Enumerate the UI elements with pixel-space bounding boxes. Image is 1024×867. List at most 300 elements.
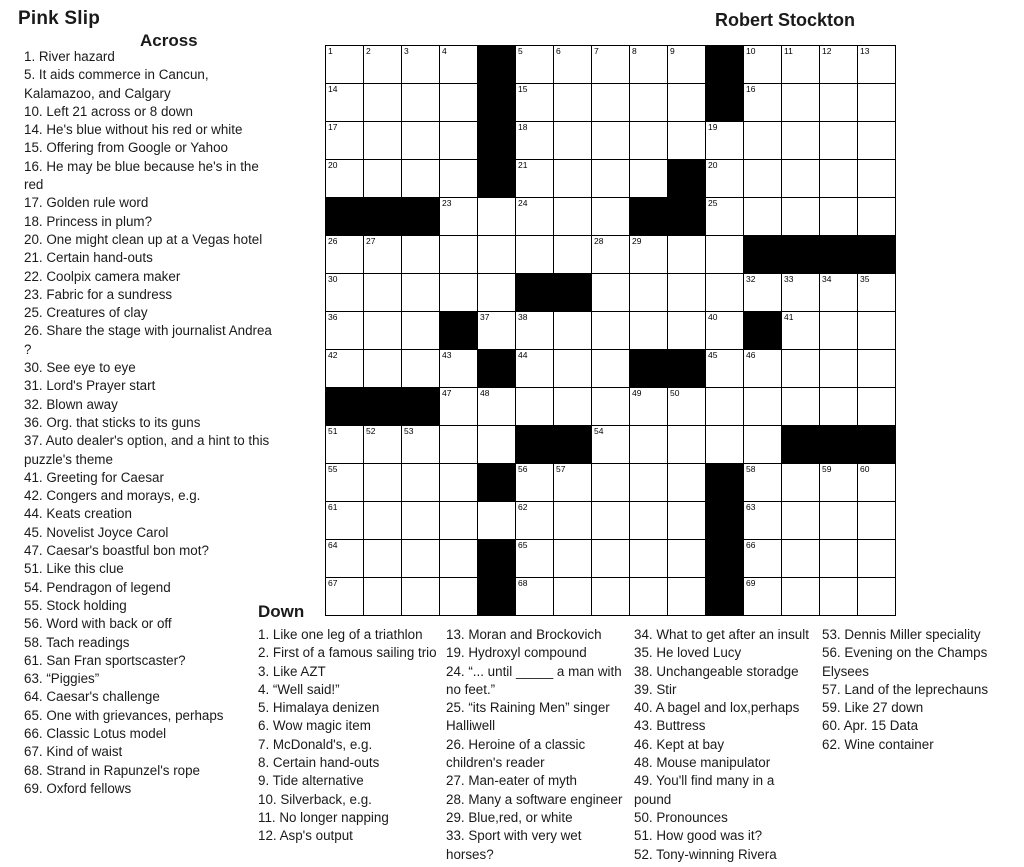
across-clue: 64. Caesar's challenge [24,689,160,705]
grid-cell[interactable] [858,540,896,578]
grid-cell[interactable] [744,84,782,122]
grid-cell[interactable] [516,388,554,426]
grid-cell[interactable] [402,46,440,84]
grid-cell-number: 18 [518,122,528,132]
grid-cell[interactable] [364,578,402,616]
grid-cell[interactable] [402,84,440,122]
grid-cell[interactable] [744,350,782,388]
grid-cell[interactable] [516,350,554,388]
grid-cell[interactable] [782,84,820,122]
grid-cell[interactable] [364,502,402,540]
grid-cell[interactable] [364,84,402,122]
grid-cell[interactable] [402,578,440,616]
grid-cell-number: 19 [708,122,718,132]
grid-cell[interactable] [782,198,820,236]
grid-cell[interactable] [516,540,554,578]
grid-cell[interactable] [744,502,782,540]
grid-cell[interactable] [440,578,478,616]
grid-cell[interactable] [402,122,440,160]
grid-cell[interactable] [668,312,706,350]
down-clue-column [258,626,446,864]
grid-cell[interactable] [516,122,554,160]
grid-cell[interactable] [326,236,364,274]
grid-cell[interactable] [858,46,896,84]
grid-cell-number: 1 [328,46,333,56]
grid-cell[interactable] [820,578,858,616]
grid-cell[interactable] [668,578,706,616]
grid-cell-number: 50 [670,388,680,398]
grid-cell-number: 2 [366,46,371,56]
grid-cell[interactable] [326,464,364,502]
grid-cell[interactable] [402,160,440,198]
grid-cell[interactable] [630,426,668,464]
across-clue: 10. Left 21 across or 8 down [24,103,193,119]
down-clue: 4. “Well said!” [258,681,340,697]
grid-block-cell [668,198,706,236]
grid-cell-number: 30 [328,274,338,284]
grid-cell[interactable] [440,160,478,198]
across-clue: 31. Lord's Prayer start [24,378,156,394]
grid-cell[interactable] [858,388,896,426]
across-clue: 56. Word with back or off [24,616,172,632]
grid-cell[interactable] [592,198,630,236]
grid-block-cell [326,388,364,426]
grid-cell-number: 46 [746,350,756,360]
grid-cell-number: 20 [328,160,338,170]
grid-cell[interactable] [554,198,592,236]
grid-cell[interactable] [782,540,820,578]
down-clue-columns [258,626,1010,864]
grid-cell[interactable] [440,198,478,236]
grid-block-cell [668,160,706,198]
grid-cell[interactable] [630,84,668,122]
down-clue: 3. Like AZT [258,663,326,679]
grid-cell-number: 14 [328,84,338,94]
grid-row [326,502,896,540]
grid-cell-number: 4 [442,46,447,56]
down-clue: 26. Heroine of a classic children's reader [446,736,586,771]
grid-cell-number: 5 [518,46,523,56]
grid-cell[interactable] [706,388,744,426]
across-clue: 5. It aids commerce in Cancun, Kalamazoo, and Calgary [24,67,209,101]
grid-row [326,464,896,502]
grid-cell[interactable] [668,46,706,84]
across-clue: 32. Blown away [24,396,118,412]
grid-cell-number: 45 [708,350,718,360]
grid-cell[interactable] [630,236,668,274]
grid-block-cell [858,236,896,274]
grid-cell[interactable] [554,312,592,350]
grid-cell[interactable] [744,46,782,84]
grid-block-cell [820,426,858,464]
grid-cell[interactable] [554,236,592,274]
grid-cell[interactable] [554,350,592,388]
grid-cell-number: 41 [784,312,794,322]
grid-block-cell [706,502,744,540]
grid-cell[interactable] [820,84,858,122]
grid-cell[interactable] [630,160,668,198]
grid-cell-number: 43 [442,350,452,360]
grid-cell[interactable] [326,502,364,540]
grid-cell[interactable] [440,274,478,312]
grid-cell[interactable] [440,502,478,540]
grid-cell-number: 48 [480,388,490,398]
grid-cell-number: 56 [518,464,528,474]
grid-cell[interactable] [326,540,364,578]
grid-cell[interactable] [858,350,896,388]
grid-cell[interactable] [402,426,440,464]
down-clue: 57. Land of the leprechauns [822,681,989,697]
grid-cell-number: 25 [708,198,718,208]
grid-cell[interactable] [440,464,478,502]
grid-cell[interactable] [630,540,668,578]
grid-cell[interactable] [326,350,364,388]
grid-cell[interactable] [630,464,668,502]
grid-cell[interactable] [706,198,744,236]
grid-cell[interactable] [744,540,782,578]
grid-block-cell [516,426,554,464]
grid-cell[interactable] [668,388,706,426]
grid-cell[interactable] [402,350,440,388]
grid-block-cell [782,236,820,274]
grid-cell[interactable] [668,426,706,464]
grid-cell[interactable] [440,426,478,464]
grid-cell[interactable] [782,388,820,426]
grid-cell[interactable] [820,540,858,578]
grid-cell[interactable] [630,122,668,160]
grid-cell[interactable] [440,46,478,84]
grid-cell[interactable] [326,160,364,198]
grid-cell[interactable] [402,502,440,540]
down-clue-column [446,626,634,864]
down-clue: 52. Tony-winning Rivera [634,846,777,862]
grid-cell[interactable] [516,236,554,274]
grid-cell[interactable] [402,274,440,312]
down-clue: 53. Dennis Miller speciality [822,627,981,642]
across-clue: 47. Caesar's boastful bon mot? [24,543,209,559]
grid-cell[interactable] [326,46,364,84]
grid-cell[interactable] [858,578,896,616]
grid-cell[interactable] [554,502,592,540]
grid-cell-number: 9 [670,46,675,56]
grid-cell[interactable] [516,46,554,84]
grid-cell[interactable] [820,388,858,426]
page-title: Pink Slip [18,8,101,29]
grid-cell[interactable] [440,388,478,426]
grid-row [326,160,896,198]
across-clue: 55. Stock holding [24,597,127,613]
grid-cell-number: 68 [518,578,528,588]
grid-cell[interactable] [402,312,440,350]
grid-cell[interactable] [478,274,516,312]
grid-cell-number: 23 [442,198,452,208]
grid-cell[interactable] [820,312,858,350]
grid-cell[interactable] [516,198,554,236]
grid-block-cell [402,198,440,236]
grid-cell[interactable] [592,84,630,122]
down-clue: 10. Silverback, e.g. [258,791,372,807]
grid-cell[interactable] [744,388,782,426]
grid-cell[interactable] [440,540,478,578]
across-clue: 66. Classic Lotus model [24,725,167,741]
grid-cell[interactable] [554,122,592,160]
grid-cell[interactable] [706,236,744,274]
grid-cell-number: 38 [518,312,528,322]
grid-cell[interactable] [668,502,706,540]
grid-cell[interactable] [668,464,706,502]
grid-block-cell [364,198,402,236]
grid-cell[interactable] [706,426,744,464]
grid-cell[interactable] [326,578,364,616]
grid-cell[interactable] [668,540,706,578]
grid-cell[interactable] [858,122,896,160]
across-clue: 36. Org. that sticks to its guns [24,414,201,430]
grid-cell[interactable] [478,502,516,540]
grid-cell[interactable] [744,464,782,502]
grid-cell[interactable] [364,46,402,84]
down-clue: 62. Wine container [822,736,934,752]
grid-cell[interactable] [440,236,478,274]
grid-cell[interactable] [858,160,896,198]
across-clue: 18. Princess in plum? [24,213,153,229]
grid-cell[interactable] [858,312,896,350]
down-clue: 56. Evening on the Champs Elysees [822,645,988,679]
down-clue: 19. Hydroxyl compound [446,645,587,661]
grid-cell[interactable] [478,312,516,350]
crossword-grid[interactable] [325,45,896,616]
grid-cell[interactable] [364,426,402,464]
grid-cell[interactable] [706,160,744,198]
down-clue: 12. Asp's output [258,828,353,844]
grid-cell[interactable] [592,540,630,578]
grid-cell[interactable] [630,274,668,312]
down-clue: 39. Stir [634,681,677,697]
across-clue: 30. See eye to eye [24,360,136,376]
across-clue: 22. Coolpix camera maker [24,268,181,284]
grid-cell[interactable] [592,274,630,312]
grid-cell[interactable] [668,84,706,122]
grid-cell[interactable] [820,160,858,198]
grid-cell[interactable] [592,464,630,502]
grid-cell[interactable] [858,84,896,122]
grid-cell[interactable] [592,160,630,198]
grid-cell[interactable] [554,578,592,616]
grid-cell-number: 8 [632,46,637,56]
grid-cell-number: 32 [746,274,756,284]
across-clue: 14. He's blue without his red or white [24,122,243,138]
grid-cell-number: 55 [328,464,338,474]
grid-cell[interactable] [516,578,554,616]
grid-cell[interactable] [364,350,402,388]
grid-cell[interactable] [820,198,858,236]
grid-cell-number: 65 [518,540,528,550]
grid-cell[interactable] [516,502,554,540]
down-clue: 35. He loved Lucy [634,645,742,661]
grid-cell-number: 40 [708,312,718,322]
grid-cell[interactable] [782,312,820,350]
down-clue: 27. Man-eater of myth [446,773,577,789]
grid-cell[interactable] [440,122,478,160]
grid-cell[interactable] [668,236,706,274]
grid-cell[interactable] [364,236,402,274]
grid-cell[interactable] [478,426,516,464]
grid-cell[interactable] [364,122,402,160]
grid-cell[interactable] [782,578,820,616]
grid-cell-number: 21 [518,160,528,170]
grid-cell[interactable] [592,502,630,540]
across-clue: 51. Like this clue [24,561,124,577]
grid-cell[interactable] [364,464,402,502]
grid-cell[interactable] [820,122,858,160]
grid-cell-number: 35 [860,274,870,284]
grid-cell[interactable] [820,502,858,540]
grid-cell[interactable] [820,464,858,502]
grid-cell[interactable] [364,540,402,578]
grid-cell[interactable] [364,312,402,350]
grid-cell-number: 53 [404,426,414,436]
down-clue: 5. Himalaya denizen [258,700,380,716]
grid-block-cell [630,350,668,388]
grid-block-cell [630,198,668,236]
grid-cell[interactable] [402,236,440,274]
grid-cell[interactable] [554,160,592,198]
grid-cell[interactable] [744,122,782,160]
grid-cell[interactable] [630,502,668,540]
grid-cell[interactable] [592,312,630,350]
grid-cell[interactable] [402,540,440,578]
grid-cell[interactable] [858,198,896,236]
grid-cell[interactable] [630,388,668,426]
grid-cell-number: 13 [860,46,870,56]
grid-cell[interactable] [592,426,630,464]
grid-cell[interactable] [630,578,668,616]
down-clue: 51. How good was it? [634,828,763,844]
grid-cell[interactable] [402,464,440,502]
grid-cell-number: 59 [822,464,832,474]
grid-cell[interactable] [326,274,364,312]
grid-cell[interactable] [630,312,668,350]
across-clue: 58. Tach readings [24,634,130,650]
grid-cell[interactable] [706,312,744,350]
grid-cell[interactable] [782,464,820,502]
grid-cell[interactable] [516,160,554,198]
grid-cell-number: 64 [328,540,338,550]
down-clue: 46. Kept at bay [634,736,725,752]
grid-cell[interactable] [820,350,858,388]
grid-cell[interactable] [478,388,516,426]
grid-row [326,236,896,274]
grid-cell[interactable] [706,122,744,160]
grid-cell[interactable] [744,578,782,616]
grid-cell[interactable] [782,160,820,198]
down-clue: 9. Tide alternative [258,773,364,789]
grid-cell[interactable] [440,350,478,388]
grid-cell-number: 63 [746,502,756,512]
grid-cell[interactable] [364,274,402,312]
grid-cell[interactable] [440,84,478,122]
grid-cell[interactable] [706,350,744,388]
down-clue: 2. First of a famous sailing trio [258,645,437,661]
grid-cell[interactable] [592,578,630,616]
down-clue: 11. No longer napping [258,809,389,825]
grid-cell[interactable] [592,46,630,84]
grid-cell-number: 16 [746,84,756,94]
grid-cell-number: 34 [822,274,832,284]
across-clue: 69. Oxford fellows [24,780,132,796]
grid-block-cell [478,540,516,578]
grid-cell-number: 54 [594,426,604,436]
across-clue-list [24,48,274,798]
grid-cell[interactable] [554,540,592,578]
grid-cell[interactable] [326,426,364,464]
grid-row [326,388,896,426]
grid-cell[interactable] [554,84,592,122]
grid-cell-number: 6 [556,46,561,56]
grid-cell[interactable] [744,198,782,236]
grid-cell[interactable] [326,122,364,160]
grid-cell[interactable] [782,350,820,388]
grid-row [326,274,896,312]
grid-cell[interactable] [516,84,554,122]
grid-cell[interactable] [858,274,896,312]
grid-cell[interactable] [782,122,820,160]
grid-cell[interactable] [554,388,592,426]
grid-body [326,46,896,616]
grid-cell[interactable] [592,350,630,388]
grid-cell[interactable] [858,502,896,540]
grid-cell[interactable] [478,236,516,274]
grid-cell[interactable] [630,46,668,84]
across-clue: 20. One might clean up at a Vegas hotel [24,231,263,247]
grid-cell[interactable] [744,160,782,198]
grid-cell[interactable] [744,274,782,312]
grid-table[interactable] [325,45,896,616]
grid-cell[interactable] [592,122,630,160]
grid-cell[interactable] [668,122,706,160]
grid-cell[interactable] [554,46,592,84]
down-clue: 13. Moran and Brockovich [446,627,602,642]
grid-cell[interactable] [516,312,554,350]
grid-cell[interactable] [364,160,402,198]
grid-cell[interactable] [744,426,782,464]
grid-cell[interactable] [782,46,820,84]
down-clue: 24. “... until _____ a man with no feet.” [446,663,622,697]
grid-row [326,578,896,616]
across-clue: 26. Share the stage with journalist Andrea ? [24,323,272,357]
grid-cell[interactable] [516,464,554,502]
grid-cell[interactable] [706,274,744,312]
grid-cell[interactable] [592,236,630,274]
grid-block-cell [706,84,744,122]
grid-cell[interactable] [820,46,858,84]
grid-cell[interactable] [554,464,592,502]
grid-cell[interactable] [820,274,858,312]
grid-cell-number: 29 [632,236,642,246]
grid-cell[interactable] [326,84,364,122]
grid-cell[interactable] [782,502,820,540]
grid-row [326,122,896,160]
grid-cell-number: 51 [328,426,338,436]
grid-cell[interactable] [858,464,896,502]
grid-block-cell [744,236,782,274]
grid-block-cell [706,578,744,616]
grid-cell[interactable] [668,274,706,312]
grid-cell[interactable] [782,274,820,312]
grid-cell[interactable] [592,388,630,426]
grid-cell[interactable] [478,198,516,236]
grid-cell[interactable] [326,312,364,350]
down-clue: 34. What to get after an insult [634,627,809,642]
